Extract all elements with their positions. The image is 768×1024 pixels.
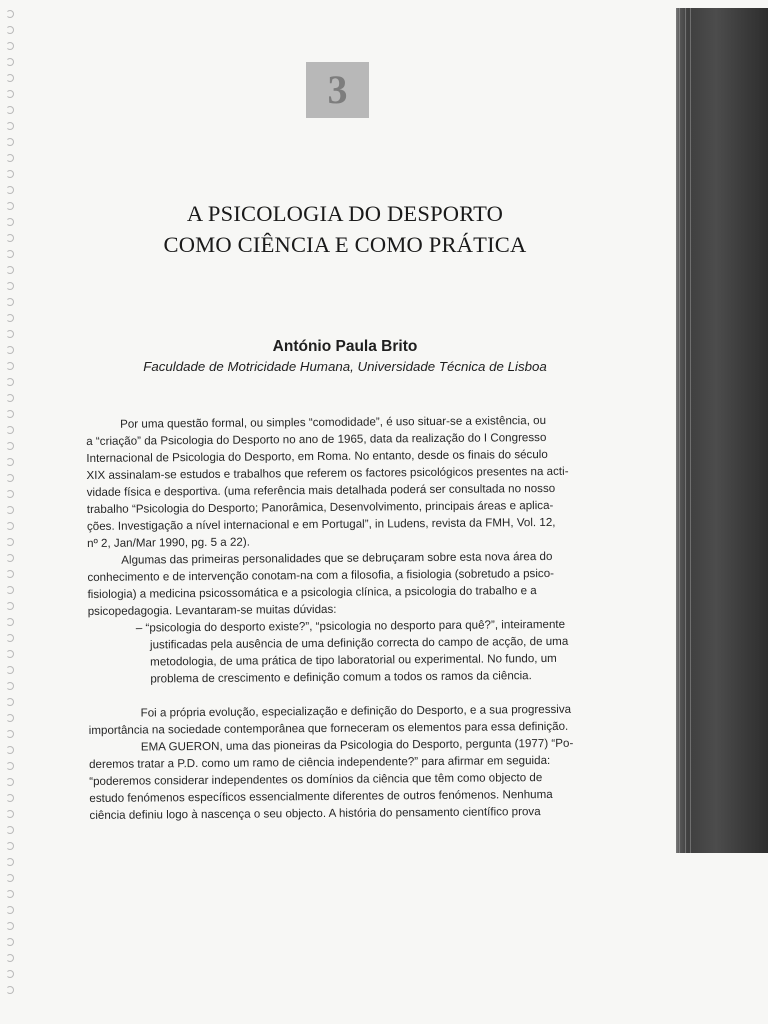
- text-line: deremos tratar a P.D. como um ramo de ciência independente?” para afirmar em seguida:: [88, 753, 551, 771]
- binding-hole: [6, 442, 14, 450]
- binding-hole: [6, 122, 14, 130]
- text-line: a “criação” da Psicologia do Desporto no ano de 1965, data da realização do I Congresso: [86, 430, 547, 448]
- binding-hole: [6, 298, 14, 306]
- binding-hole: [6, 970, 14, 978]
- binding-hole: [6, 634, 14, 642]
- text-line: EMA GUERON, uma das pioneiras da Psicologia do Desporto, pergunta (1977) “Po-: [140, 736, 574, 754]
- text-line: importância na sociedade contemporânea que forneceram os elementos para essa definição.: [88, 719, 569, 737]
- author-affiliation: Faculdade de Motricidade Humana, Universidade Técnica de Lisboa: [143, 359, 547, 374]
- text-line: fisiologia) a medicina psicossomática e a psicologia clínica, a psicologia do trabalho e a: [87, 584, 537, 601]
- chapter-number: 3: [327, 67, 348, 112]
- binding-hole: [6, 714, 14, 722]
- binding-hole: [6, 106, 14, 114]
- binding-hole: [6, 666, 14, 674]
- text-line: metodologia, de uma prática de tipo laboratorial ou experimental. No fundo, um: [150, 651, 557, 669]
- binding-hole: [6, 842, 14, 850]
- binding-hole: [6, 506, 14, 514]
- binding-hole: [6, 762, 14, 770]
- binding-hole: [6, 378, 14, 386]
- binding-hole: [6, 138, 14, 146]
- binding-hole: [6, 74, 14, 82]
- quote-block: [88, 615, 689, 688]
- text-line: psicopedagogia. Levantaram-se muitas dúvidas:: [87, 602, 337, 618]
- paragraph-4: [89, 734, 690, 824]
- text-line: ciência definiu logo à nascença o seu objecto. A história do pensamento científico prova: [89, 805, 541, 822]
- text-line: Internacional de Psicologia do Desporto, em Roma. No entanto, desde os finais do século: [86, 447, 548, 465]
- binding-hole: [6, 218, 14, 226]
- text-line: problema de crescimento e definição comum a todos os ramos da ciência.: [150, 669, 532, 686]
- binding-hole: [6, 570, 14, 578]
- title-line-2: COMO CIÊNCIA E COMO PRÁTICA: [163, 232, 527, 257]
- binding-hole: [6, 410, 14, 418]
- binding-hole: [6, 618, 14, 626]
- paragraph-2: [87, 547, 688, 620]
- binding-hole: [6, 858, 14, 866]
- binding-hole: [6, 10, 14, 18]
- binding-hole: [6, 490, 14, 498]
- body-text: [86, 411, 690, 824]
- text-line: nº 2, Jan/Mar 1990, pg. 5 a 22).: [87, 535, 250, 550]
- binding-hole: [6, 330, 14, 338]
- binding-hole: [6, 170, 14, 178]
- binding-hole: [6, 458, 14, 466]
- binding-hole: [6, 986, 14, 994]
- text-line: justificadas pela ausência de uma definição correcta do campo de acção, de uma: [149, 634, 569, 652]
- binding-hole: [6, 234, 14, 242]
- binding-hole: [6, 906, 14, 914]
- binding-hole: [6, 202, 14, 210]
- text-line: Foi a própria evolução, especialização e definição do Desporto, e a sua progressiva: [140, 702, 572, 720]
- binding-hole: [6, 554, 14, 562]
- binding-hole: [6, 266, 14, 274]
- binding-hole: [6, 890, 14, 898]
- binding-hole: [6, 746, 14, 754]
- text-line: trabalho “Psicologia do Desporto; Panorâmica, Desenvolvimento, principais áreas e aplica-: [86, 498, 554, 516]
- title-line-1: A PSICOLOGIA DO DESPORTO: [186, 201, 504, 226]
- text-line: XIX assinalam-se estudos e trabalhos que referem os factores psicológicos presentes na acti-: [86, 464, 569, 482]
- binding-hole: [6, 602, 14, 610]
- paragraph-3: [89, 700, 689, 739]
- binding-hole: [6, 826, 14, 834]
- binding-hole: [6, 250, 14, 258]
- binding-hole: [6, 26, 14, 34]
- binding-hole: [6, 922, 14, 930]
- binding-hole: [6, 58, 14, 66]
- chapter-number-box: [306, 62, 369, 118]
- binding-hole: [6, 474, 14, 482]
- text-line: conhecimento e de intervenção conotam-na com a filosofia, a fisiologia (sobretudo a psico-: [87, 566, 555, 584]
- binding-hole: [6, 874, 14, 882]
- binding-hole: [6, 794, 14, 802]
- binding-hole: [6, 810, 14, 818]
- binding-hole: [6, 426, 14, 434]
- binding-hole: [6, 778, 14, 786]
- binding-hole: [6, 698, 14, 706]
- chapter-title: [120, 198, 570, 260]
- binding-hole: [6, 650, 14, 658]
- text-line: estudo fenómenos específicos essencialmente diferentes de outros fenómenos. Nenhuma: [89, 787, 553, 805]
- binding-hole: [6, 538, 14, 546]
- binding-hole: [6, 90, 14, 98]
- binding-hole: [6, 362, 14, 370]
- text-line: Por uma questão formal, ou simples “comodidade”, é uso situar-se a existência, ou: [120, 413, 547, 431]
- binding-hole: [6, 394, 14, 402]
- author-name: António Paula Brito: [272, 338, 418, 355]
- binding-hole: [6, 682, 14, 690]
- text-line: ções. Investigação a nível internacional e em Portugal”, in Ludens, revista da FMH, Vol. 12,: [86, 515, 556, 533]
- binding-hole: [6, 346, 14, 354]
- text-line: – “psicologia do desporto existe?”, “psicologia no desporto para quê?”, inteiramente: [135, 617, 566, 635]
- binding-hole: [6, 314, 14, 322]
- page-edge-shadow: [676, 8, 768, 853]
- binding-hole: [6, 954, 14, 962]
- text-line: Algumas das primeiras personalidades que se debruçaram sobre esta nova área do: [121, 549, 553, 567]
- binding-hole: [6, 586, 14, 594]
- text-line: vidade física e desportiva. (uma referência mais detalhada poderá ser consultada no nosso: [86, 481, 556, 499]
- paragraph-1: [86, 411, 687, 552]
- binding-hole: [6, 42, 14, 50]
- text-line: “poderemos considerar independentes os domínios da ciência que têm como objecto de: [89, 771, 543, 788]
- binding-hole: [6, 938, 14, 946]
- binding-hole: [6, 522, 14, 530]
- binding-hole: [6, 154, 14, 162]
- spiral-binding: [4, 10, 18, 1010]
- binding-hole: [6, 730, 14, 738]
- binding-hole: [6, 282, 14, 290]
- binding-hole: [6, 186, 14, 194]
